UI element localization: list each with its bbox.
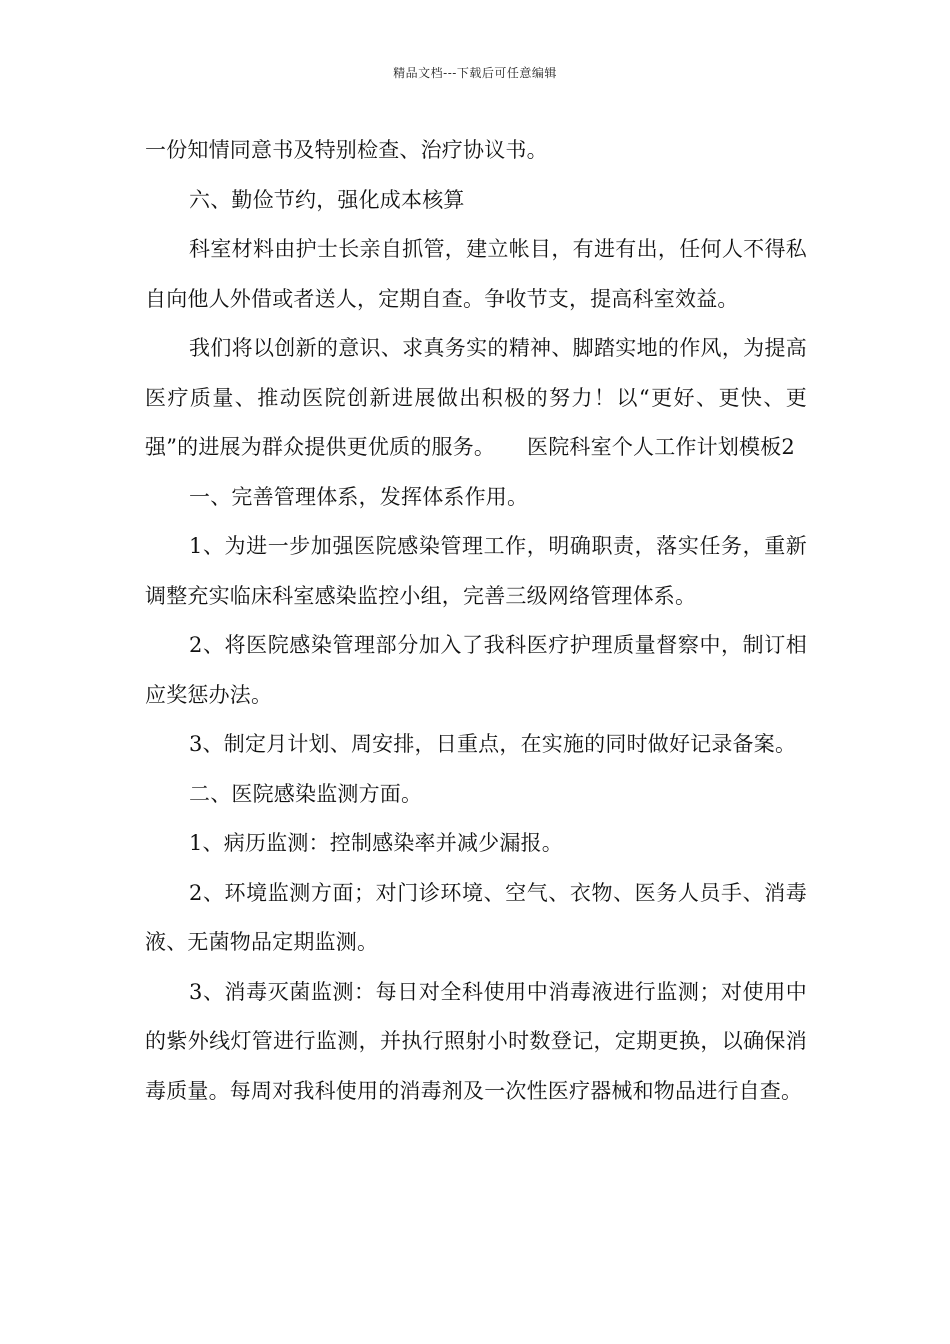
paragraph-commitment: 我们将以创新的意识、求真务实的精神、脚踏实地的作风，为提高医疗质量、推动医院创新进展做出积极的努力！以“更好、更快、更强”的进展为群众提供更优质的服务。 医院科室个人工作计划模板2 [145, 336, 807, 459]
list-item-environment-monitoring: 2、环境监测方面；对门诊环境、空气、衣物、医务人员手、消毒液、无菌物品定期监测。 [145, 880, 807, 954]
page-header: 精品文档---下载后可任意编辑 [393, 66, 557, 80]
section-heading-management-system: 一、完善管理体系，发挥体系作用。 [189, 484, 529, 509]
section-heading-cost-control: 六、勤俭节约，强化成本核算 [189, 187, 465, 212]
list-item-1: 1、为进一步加强医院感染管理工作，明确职责，落实任务，重新调整充实临床科室感染监控小组，完善三级网络管理体系。 [145, 534, 807, 608]
paragraph-consent-forms: 一份知情同意书及特别检查、治疗协议书。 [145, 138, 548, 162]
list-item-medical-record-monitoring: 1、病历监测：控制感染率并减少漏报。 [189, 831, 563, 855]
list-item-3: 3、制定月计划、周安排，日重点，在实施的同时做好记录备案。 [189, 732, 797, 756]
paragraph-materials-management: 科室材料由护士长亲自抓管，建立帐目，有进有出，任何人不得私自向他人外借或者送人，定期自查。争收节支，提高科室效益。 [145, 237, 807, 311]
list-item-disinfection-monitoring: 3、消毒灭菌监测：每日对全科使用中消毒液进行监测；对使用中的紫外线灯管进行监测，并执行照射小时数登记，定期更换，以确保消毒质量。每周对我科使用的消毒剂及一次性医疗器械和物品进行自查。 [145, 979, 807, 1103]
list-item-2: 2、将医院感染管理部分加入了我科医疗护理质量督察中，制订相应奖惩办法。 [145, 633, 807, 707]
section-heading-infection-monitoring: 二、医院感染监测方面。 [189, 781, 423, 806]
document-body [145, 126, 807, 1116]
